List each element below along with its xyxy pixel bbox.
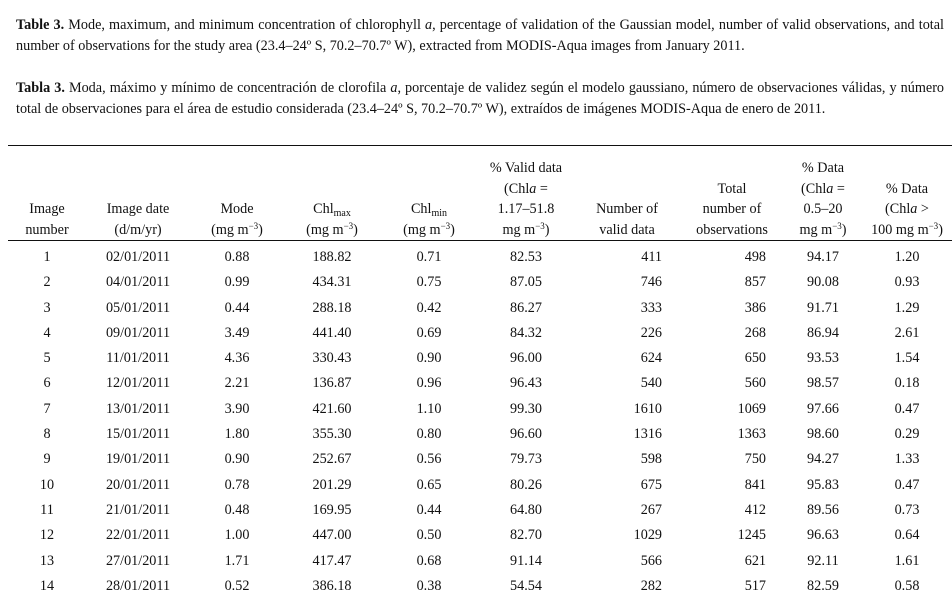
table-row (8, 321, 952, 346)
table-body (8, 245, 952, 599)
cell-data-percent-high: 1.33 (894, 451, 920, 468)
caption-text: Mode, maximum, and minimum concentration of chlorophyll (64, 17, 426, 33)
cell-data-percent-range: 94.27 (807, 451, 839, 468)
table-row (8, 397, 952, 422)
cell-data-percent-range: 98.60 (807, 426, 839, 443)
cell-chl-max: 136.87 (312, 375, 352, 392)
header-mode: Mode (mg $m^{-3}$) (211, 201, 263, 238)
cell-data-percent-high: 0.18 (894, 375, 920, 392)
cell-mode: 0.78 (224, 476, 250, 493)
cell-total-observations: 621 (744, 552, 766, 569)
cell-total-observations: 1363 (737, 426, 766, 443)
cell-valid-percent: 96.43 (510, 375, 542, 392)
cell-total-observations: 560 (744, 375, 766, 392)
cell-total-observations: 386 (744, 299, 766, 316)
cell-data-percent-high: 0.73 (894, 501, 920, 518)
cell-total-observations: 1245 (737, 527, 766, 544)
cell-valid-percent: 82.70 (510, 527, 542, 544)
cell-total-observations: 857 (744, 274, 766, 291)
cell-valid-percent: 96.00 (510, 350, 542, 367)
cell-chl-max: 252.67 (312, 451, 352, 468)
cell-chl-min: 0.56 (416, 451, 442, 468)
cell-chl-max: 434.31 (312, 274, 352, 291)
cell-image-date: 21/01/2011 (105, 501, 171, 518)
cell-number-valid: 1029 (633, 527, 662, 544)
cell-image-date: 11/01/2011 (106, 350, 170, 367)
caption-text: Moda, máximo y mínimo de concentración de clorofila (64, 80, 391, 96)
cell-mode: 1.71 (224, 552, 250, 569)
header-chl-max: Chl$_{max}$ (mg $m^{-3}$) (306, 201, 358, 238)
cell-valid-percent: 87.05 (510, 274, 542, 291)
cell-data-percent-range: 97.66 (807, 400, 839, 417)
cell-chl-max: 355.30 (312, 426, 352, 443)
cell-valid-percent: 54.54 (510, 577, 542, 594)
cell-chl-max: 188.82 (312, 249, 352, 265)
cell-mode: 1.80 (224, 426, 250, 443)
cell-chl-min: 0.68 (416, 552, 442, 569)
cell-chl-min: 0.75 (416, 274, 442, 291)
cell-chl-min: 0.42 (416, 299, 442, 316)
caption-label: Tabla 3. (16, 80, 65, 96)
caption-label: Table 3. (16, 17, 65, 33)
cell-valid-percent: 64.80 (510, 501, 542, 518)
cell-image-number: 10 (39, 476, 55, 493)
cell-image-date: 09/01/2011 (105, 324, 171, 341)
data-table (8, 146, 952, 599)
cell-image-date: 12/01/2011 (105, 375, 171, 392)
cell-data-percent-range: 94.17 (807, 249, 839, 265)
table-row (8, 296, 952, 321)
caption-text: , porcentaje de validez según el modelo gaussiano, número de observaciones válidas, y número total de observaciones para el área de estudio considerada (23.4–24º S, 70.2–70.7º W), extraídos de imágenes MODIS-Aqua de enero de 2011. (16, 80, 945, 117)
cell-mode: 0.52 (224, 577, 250, 594)
cell-image-date: 05/01/2011 (105, 299, 171, 316)
cell-data-percent-high: 0.58 (894, 577, 920, 594)
cell-chl-min: 0.44 (416, 501, 442, 518)
cell-chl-min: 0.50 (416, 527, 442, 544)
cell-number-valid: 267 (640, 501, 662, 518)
cell-image-number: 11 (40, 501, 54, 518)
header-data-percent-range: % Data (Chla = 0.5–20 mg $m^{-3}$) (799, 160, 847, 238)
cell-mode: 0.44 (224, 299, 250, 316)
cell-image-number: 9 (43, 451, 51, 468)
cell-image-date: 20/01/2011 (105, 476, 171, 493)
header-chl-min: Chl$_{min}$ (mg $m^{-3}$) (403, 201, 455, 238)
cell-number-valid: 1610 (633, 400, 662, 417)
cell-chl-max: 330.43 (312, 350, 352, 367)
cell-valid-percent: 79.73 (510, 451, 542, 468)
cell-total-observations: 841 (744, 476, 766, 493)
cell-number-valid: 675 (640, 476, 662, 493)
cell-image-date: 02/01/2011 (105, 249, 171, 265)
header-image-number: Image number (25, 201, 69, 238)
cell-mode: 0.90 (224, 451, 250, 468)
header-total-observations: Total number of observations (696, 180, 768, 238)
cell-total-observations: 498 (744, 249, 766, 265)
table-row (8, 523, 952, 548)
caption-italic: a (425, 17, 433, 33)
cell-image-date: 22/01/2011 (105, 527, 171, 544)
cell-chl-min: 0.69 (416, 324, 442, 341)
cell-data-percent-range: 96.63 (807, 527, 839, 544)
cell-chl-min: 0.65 (416, 476, 442, 493)
cell-number-valid: 746 (640, 274, 662, 291)
cell-chl-min: 0.96 (416, 375, 442, 392)
cell-valid-percent: 99.30 (510, 400, 542, 417)
header-row (8, 146, 952, 245)
cell-valid-percent: 84.32 (510, 324, 542, 341)
cell-chl-max: 447.00 (312, 527, 352, 544)
cell-image-date: 04/01/2011 (105, 274, 171, 291)
cell-data-percent-range: 92.11 (807, 552, 839, 569)
cell-number-valid: 411 (641, 249, 662, 265)
cell-data-percent-range: 82.59 (807, 577, 839, 594)
table-row (8, 447, 952, 472)
cell-image-date: 27/01/2011 (105, 552, 171, 569)
cell-mode: 3.49 (224, 324, 250, 341)
cell-valid-percent: 82.53 (510, 249, 542, 265)
cell-image-number: 8 (43, 426, 51, 443)
cell-image-date: 19/01/2011 (105, 451, 171, 468)
cell-valid-percent: 86.27 (510, 299, 542, 316)
cell-valid-percent: 91.14 (510, 552, 542, 569)
header-data-percent-high: % Data (Chla > 100 mg $m^{-3}$) (871, 180, 943, 238)
table-row (8, 574, 952, 599)
cell-image-number: 5 (43, 350, 51, 367)
cell-mode: 1.00 (224, 527, 250, 544)
cell-chl-max: 169.95 (312, 501, 352, 518)
cell-chl-max: 441.40 (312, 324, 352, 341)
table-row (8, 245, 952, 270)
cell-mode: 2.21 (224, 375, 250, 392)
cell-data-percent-high: 0.47 (894, 476, 920, 493)
caption-spanish (16, 78, 944, 119)
cell-total-observations: 1069 (737, 400, 766, 417)
cell-data-percent-range: 86.94 (807, 324, 839, 341)
cell-mode: 0.88 (224, 249, 250, 265)
cell-number-valid: 282 (640, 577, 662, 594)
cell-data-percent-high: 1.54 (894, 350, 920, 367)
cell-number-valid: 226 (640, 324, 662, 341)
cell-image-number: 4 (43, 324, 51, 341)
caption-italic: a (390, 80, 398, 96)
caption-english (16, 15, 944, 56)
cell-total-observations: 412 (744, 501, 766, 518)
cell-data-percent-high: 0.29 (894, 426, 920, 443)
cell-chl-min: 0.80 (416, 426, 442, 443)
cell-image-date: 13/01/2011 (105, 400, 171, 417)
table-row (8, 422, 952, 447)
cell-total-observations: 517 (744, 577, 766, 594)
cell-data-percent-high: 0.93 (894, 274, 920, 291)
cell-image-number: 3 (43, 299, 51, 316)
header-image-date: Image date (d/m/yr) (106, 201, 170, 238)
cell-number-valid: 566 (640, 552, 662, 569)
cell-number-valid: 624 (640, 350, 662, 367)
cell-chl-min: 1.10 (416, 400, 442, 417)
cell-image-date: 28/01/2011 (105, 577, 171, 594)
cell-image-number: 2 (43, 274, 51, 291)
cell-chl-max: 288.18 (312, 299, 352, 316)
cell-image-number: 13 (39, 552, 55, 569)
cell-data-percent-high: 1.61 (894, 552, 920, 569)
cell-valid-percent: 80.26 (510, 476, 542, 493)
cell-mode: 3.90 (224, 400, 250, 417)
cell-data-percent-high: 0.47 (894, 400, 920, 417)
cell-data-percent-range: 95.83 (807, 476, 839, 493)
header-valid-percent: % Valid data (Chla = 1.17–51.8 mg $m^{-3}$) (489, 160, 563, 238)
cell-number-valid: 333 (640, 299, 662, 316)
cell-data-percent-high: 0.64 (894, 527, 920, 544)
cell-image-number: 1 (43, 249, 51, 265)
caption-text: , percentage of validation of the Gaussian model, number of valid observations, and total number of observations for the study area (23.4–24º S, 70.2–70.7º W), extracted from MODIS-Aqua images from January 2011. (16, 17, 944, 54)
cell-data-percent-high: 1.20 (894, 249, 920, 265)
cell-number-valid: 1316 (633, 426, 662, 443)
table-row (8, 473, 952, 498)
table-row (8, 549, 952, 574)
cell-chl-min: 0.71 (416, 249, 442, 265)
cell-number-valid: 540 (640, 375, 662, 392)
cell-valid-percent: 96.60 (510, 426, 542, 443)
cell-chl-max: 417.47 (312, 552, 352, 569)
cell-image-number: 7 (43, 400, 51, 417)
cell-data-percent-range: 91.71 (807, 299, 839, 316)
cell-data-percent-range: 98.57 (807, 375, 839, 392)
table-row (8, 270, 952, 295)
cell-mode: 0.99 (224, 274, 250, 291)
cell-image-number: 12 (39, 527, 55, 544)
cell-total-observations: 750 (744, 451, 766, 468)
cell-total-observations: 650 (744, 350, 766, 367)
cell-data-percent-range: 93.53 (807, 350, 839, 367)
cell-total-observations: 268 (744, 324, 766, 341)
cell-chl-min: 0.90 (416, 350, 442, 367)
cell-image-number: 14 (39, 577, 55, 594)
cell-mode: 0.48 (224, 501, 250, 518)
cell-image-date: 15/01/2011 (105, 426, 171, 443)
cell-chl-max: 421.60 (312, 400, 352, 417)
cell-data-percent-range: 90.08 (807, 274, 839, 291)
header-number-valid: Number of valid data (596, 201, 658, 238)
table-row (8, 498, 952, 523)
cell-number-valid: 598 (640, 451, 662, 468)
cell-data-percent-range: 89.56 (807, 501, 839, 518)
cell-chl-max: 386.18 (312, 577, 352, 594)
cell-image-number: 6 (43, 375, 51, 392)
table-row (8, 371, 952, 396)
table-row (8, 346, 952, 371)
cell-chl-min: 0.38 (416, 577, 442, 594)
cell-data-percent-high: 1.29 (894, 299, 920, 316)
cell-data-percent-high: 2.61 (894, 324, 920, 341)
cell-mode: 4.36 (224, 350, 250, 367)
cell-chl-max: 201.29 (312, 476, 352, 493)
